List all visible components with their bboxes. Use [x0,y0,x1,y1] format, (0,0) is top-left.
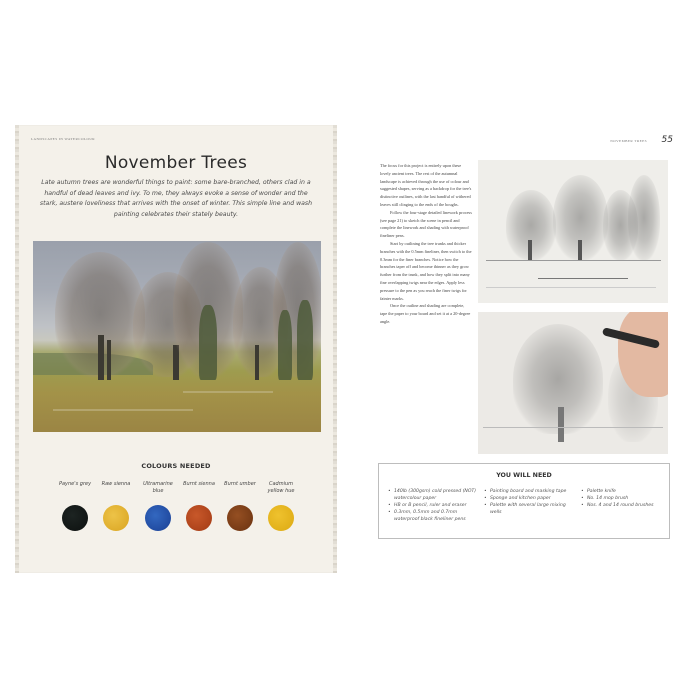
sketch-trunk [558,407,564,442]
sketch-tree [628,175,660,260]
intro-text: Late autumn trees are wonderful things to paint: some bare-branched, others clad in a handful of dead leaves and ivy. To me, they always evoke a sense of wonder and the stark, austere loveliness that arrives with the onset of winter. This simple line and wash painting celebrates their stately beauty. [39,179,313,218]
right-page [365,125,685,573]
colour-swatch [55,481,95,531]
painting-ivy [297,300,313,380]
body-paragraph: Once the outline and shading are complete, tape the paper to your board and set it at a 20-degree angle. [380,303,471,324]
needs-item: • Painting board and masking tape [484,488,576,495]
paint-dot [62,505,88,531]
sketch-trunk [578,240,582,260]
painting-trunk [255,345,259,380]
sketch-ground [486,287,656,288]
running-head-left: LANDSCAPES IN WATERCOLOUR [31,137,95,141]
colour-swatch [96,481,136,531]
needs-item: • Sponge and kitchen paper [484,495,576,502]
running-head-right: NOVEMBER TREES [610,139,647,143]
sketch-ground [538,278,628,279]
needs-item: • 0.3mm, 0.5mm and 0.7mm waterproof black fineliner pens [388,509,478,523]
painting-trunk [98,335,104,380]
colours-heading: COLOURS NEEDED [141,462,211,470]
swatch-label: Payne's grey [58,481,92,487]
body-paragraph: Follow the four-stage detailed linework process (see page 21) to sketch the scene in pencil and complete the linework and shading with waterproof fineliner pens. [380,209,472,239]
painting-field-mark [53,409,193,411]
paint-dot [145,505,171,531]
body-text [380,162,472,326]
colour-swatches [55,481,305,541]
needs-column-1 [388,488,478,523]
needs-item: • No. 14 mop brush [581,495,666,502]
page-number: 55 [661,135,673,145]
needs-item: • Palette knife [581,488,666,495]
needs-item: • 140lb (300gsm) cold pressed (NOT) watercolour paper [388,488,478,502]
needs-item: • Nos. 4 and 14 round brushes [581,502,666,509]
paint-dot [227,505,253,531]
swatch-label: Burnt sienna [183,481,215,487]
you-will-need-title: YOU WILL NEED [496,472,552,479]
needs-column-2 [484,488,576,516]
painting-ivy [199,305,217,380]
you-will-need-box [378,463,670,539]
needs-item: • Palette with several large mixing wells [484,502,576,516]
colour-swatch [261,481,301,531]
left-page [17,125,335,573]
painting-field-mark [183,391,273,393]
sketch-trunk [528,240,532,260]
swatch-label: Cadmium yellow hue [267,481,295,494]
body-paragraph: The focus for this project is entirely upon these lovely ancient trees. The rest of the autumnal landscape is achieved through the use of colour and suggested shapes, serving as a backdrop for the tree's distinctive outlines, with the last handful of withered leaves still clinging to the ends of the boughs. [380,163,472,207]
colour-swatch [138,481,178,531]
paint-dot [103,505,129,531]
sketch-ground [483,427,663,428]
swatch-label: Ultramarine blue [143,481,173,494]
sketch-photo-top [478,160,668,303]
needs-column-3 [581,488,666,509]
swatch-label: Burnt umber [224,481,256,487]
body-paragraph: Start by outlining the tree trunks and thicker branches with the 0.5mm fineliner, then switch to the 0.3mm for the finer branches. Notice how the branches taper off and become thinner as they grow further from the trunk, and how they split into many fine overlapping twigs near the edges. Apply less pressure to the pen as you reach the finer twigs for fainter marks. [380,240,472,301]
painting-trunk [107,340,111,380]
page-title: November Trees [104,153,248,173]
sketch-photo-bottom [478,312,668,454]
colour-swatch [179,481,219,531]
sketch-ground [486,260,661,261]
painting-ivy [278,310,292,380]
paint-dot [186,505,212,531]
swatch-label: Raw sienna [101,481,131,487]
needs-item: • HB or B pencil, ruler and eraser [388,502,478,509]
paint-dot [268,505,294,531]
watercolour-painting [33,241,321,432]
colour-swatch [220,481,260,531]
